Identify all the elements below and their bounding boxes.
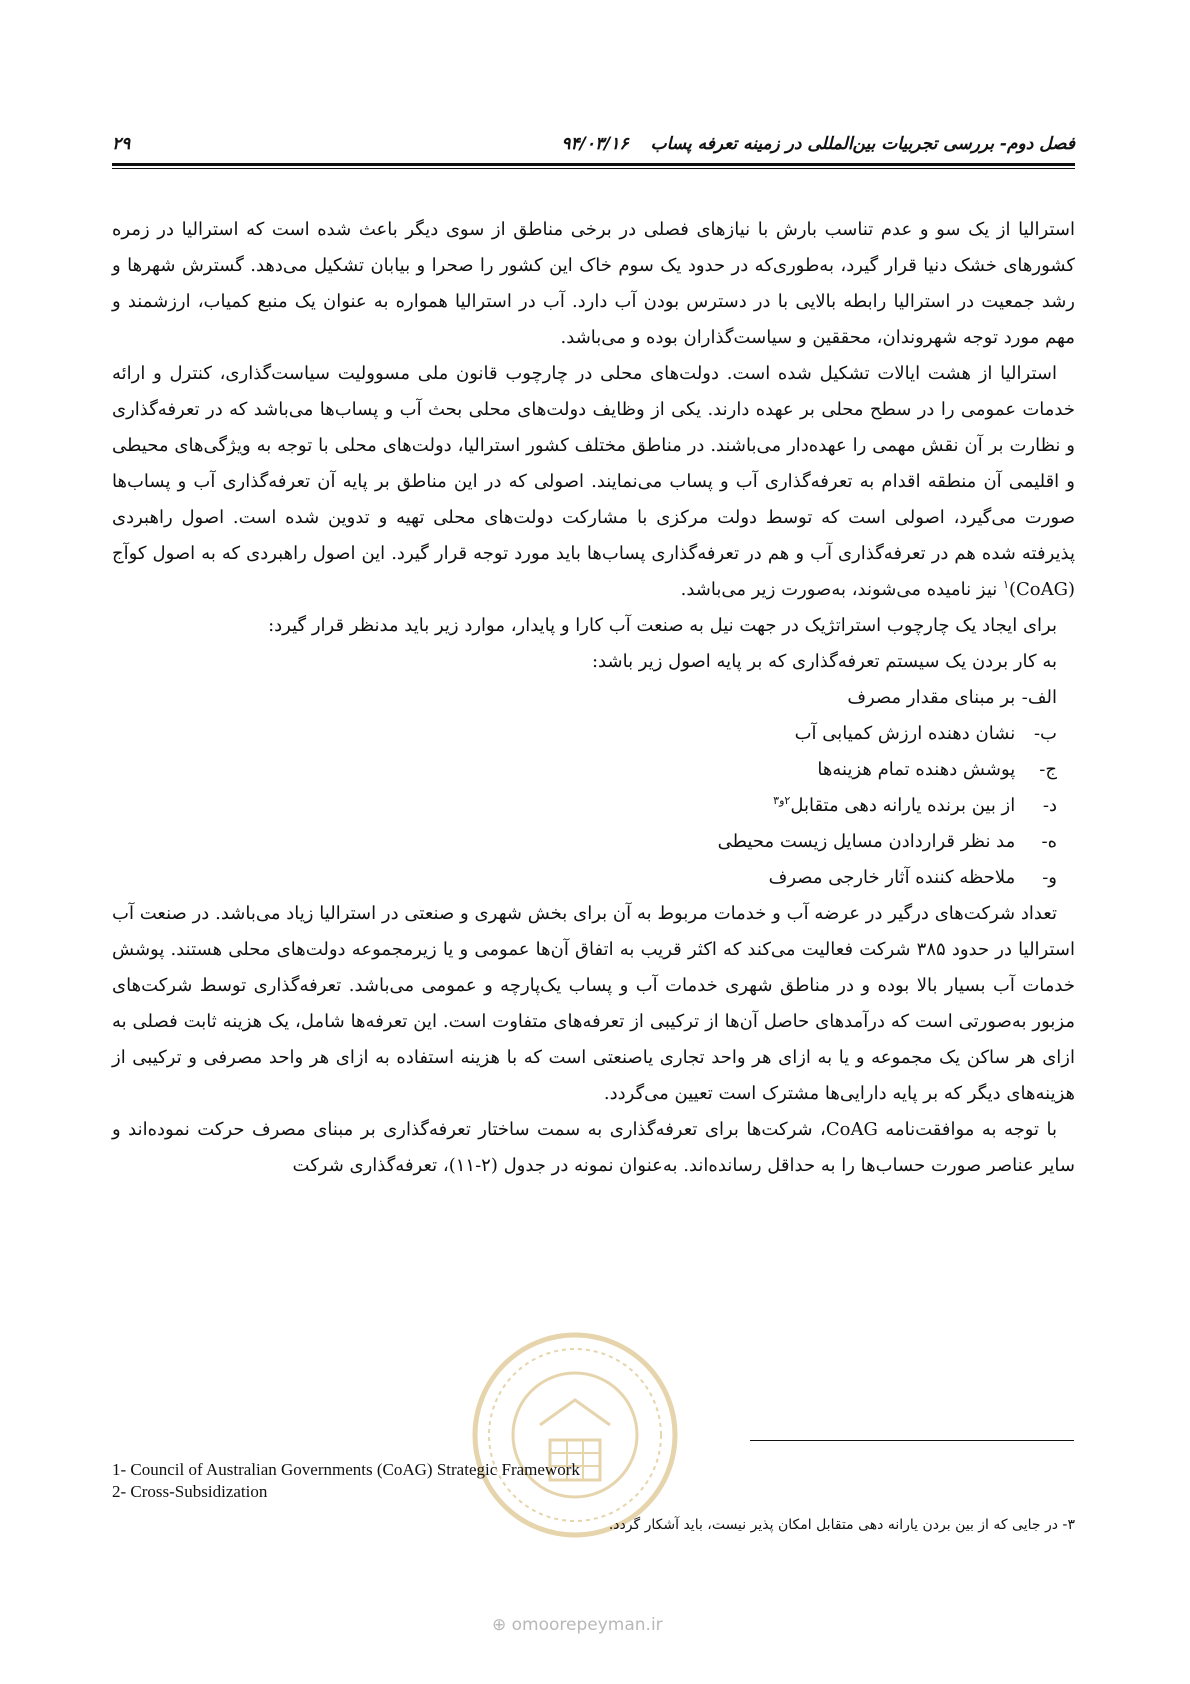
list-item xyxy=(112,752,1057,788)
paragraph-2-text: استرالیا از هشت ایالات تشکیل شده است. دولت‌های محلی در چارچوب قانون ملی مسوولیت سیاست‌گذاری، کنترل و ارائه خدمات عمومی را در سطح محلی بر عهده دارند. یکی از وظایف دولت‌های محلی بحث آب و پساب‌ها می‌باشد که در تعرفه‌گذاری و نظارت بر آن نقش مهمی را عهده‌دار می‌باشند. در مناطق مختلف کشور استرالیا، دولت‌های محلی با توجه به ویژگی‌های محیطی و اقلیمی آن منطقه اقدام به تعرفه‌گذاری آب و پساب می‌نمایند. اصولی که در این مناطق بر پایه آن تعرفه‌گذاری آب و پساب‌ها صورت می‌گیرد، اصولی است که توسط دولت مرکزی با مشارکت دولت‌های محلی تهیه و تدوین شده است. اصول راهبردی پذیرفته شده هم در تعرفه‌گذاری آب و هم در تعرفه‌گذاری پساب‌ها باید مورد توجه قرار گیرد. این اصول راهبردی که به اصول کوآج (CoAG) xyxy=(112,363,1075,600)
document-code: ۹۴/۰۳/۱۶ xyxy=(561,134,629,154)
footnotes-english xyxy=(112,1459,580,1503)
page-number: ۲۹ xyxy=(112,134,131,154)
list-marker: و- xyxy=(1042,867,1057,888)
footnote-ref-1: ۱ xyxy=(1003,578,1009,591)
footnote-rule xyxy=(750,1440,1074,1441)
principles-list xyxy=(112,680,1075,896)
paragraph-4: به کار بردن یک سیستم تعرفه‌گذاری که بر پایه اصول زیر باشد: xyxy=(591,651,1057,672)
page-body xyxy=(112,212,1075,1184)
list-text: پوشش دهنده تمام هزینه‌ها xyxy=(817,759,1016,780)
footnote-3: ۳- در جایی که از بین بردن یارانه دهی متقابل امکان پذیر نیست، باید آشکار گردد. xyxy=(608,1517,1075,1533)
footnote-1: 1- Council of Australian Governments (CoAG) Strategic Framework xyxy=(112,1460,580,1479)
list-item xyxy=(112,716,1057,752)
list-marker: الف- xyxy=(1021,687,1057,708)
watermark-url: ⊕ omoorepeyman.ir xyxy=(492,1615,663,1635)
footnote-2: 2- Cross-Subsidization xyxy=(112,1482,268,1501)
footnote-ref-2-3: ۲و۳ xyxy=(773,794,791,807)
list-marker: د- xyxy=(1042,795,1057,816)
watermark-url-text: omoorepeyman.ir xyxy=(511,1615,663,1635)
paragraph-2 xyxy=(112,356,1075,608)
list-text: نشان دهنده ارزش کمیابی آب xyxy=(794,723,1016,744)
running-header xyxy=(112,122,1075,158)
watermark-seal-icon xyxy=(470,1330,680,1540)
list-item xyxy=(112,788,1057,824)
paragraph-5: تعداد شرکت‌های درگیر در عرضه آب و خدمات مربوط به آن برای بخش شهری و صنعتی در استرالیا زیاد می‌باشد. در صنعت آب استرالیا در حدود ۳۸۵ شرکت فعالیت می‌کند که اکثر قریب به اتفاق آن‌ها عمومی و یا زیرمجموعه دولت‌های محلی هستند. پوشش خدمات آب بسیار بالا بوده و در مناطق شهری خدمات آب و پساب یک‌پارچه و عمومی می‌باشد. تعرفه‌گذاری توسط شرکت‌های مزبور به‌صورتی است که درآمدهای حاصل آن‌ها از ترکیبی از تعرفه‌های متفاوت است. این تعرفه‌ها شامل، یک هزینه ثابت فصلی به ازای هر ساکن یک مجموعه و یا به ازای هر واحد تجاری یاصنعتی است که با هزینه استفاده به ازای هر واحد مصرفی و ترکیبی از هزینه‌های دیگر که بر پایه دارایی‌ها مشترک است تعیین می‌گردد. xyxy=(112,903,1076,1104)
list-text: ملاحظه کننده آثار خارجی مصرف xyxy=(768,867,1016,888)
paragraph-3: برای ایجاد یک چارچوب استراتژیک در جهت نیل به صنعت آب کارا و پایدار، موارد زیر باید مدنظر قرار گیرد: xyxy=(268,615,1057,636)
list-text: بر مبنای مقدار مصرف xyxy=(847,687,1016,708)
paragraph-6: با توجه به موافقت‌نامه CoAG، شرکت‌ها برای تعرفه‌گذاری به سمت ساختار تعرفه‌گذاری بر مبنای مصرف حرکت نموده‌اند و سایر عناصر صورت حساب‌ها را به حداقل رسانده‌اند. به‌عنوان نمونه در جدول (۲-۱۱)، تعرفه‌گذاری شرکت xyxy=(112,1119,1075,1176)
list-item xyxy=(112,824,1057,860)
header-rule xyxy=(112,163,1075,169)
chapter-title xyxy=(561,134,1075,154)
list-item xyxy=(112,860,1057,896)
list-text: مد نظر قراردادن مسایل زیست محیطی xyxy=(717,831,1016,852)
list-item xyxy=(112,680,1057,716)
list-text: از بین برنده یارانه دهی متقابل xyxy=(790,795,1016,816)
list-marker: ه- xyxy=(1041,831,1057,852)
paragraph-2-tail: نیز نامیده می‌شوند، به‌صورت زیر می‌باشد. xyxy=(680,579,998,600)
paragraph-1: استرالیا از یک سو و عدم تناسب بارش با نیازهای فصلی در برخی مناطق از سوی دیگر باعث شده است که استرالیا در زمره کشورهای خشک دنیا قرار گیرد، به‌طوری‌که در حدود یک سوم خاک این کشور را صحرا و بیابان تشکیل می‌دهد. گسترش شهرها و رشد جمعیت در استرالیا رابطه بالایی با در دسترس بودن آب دارد. آب در استرالیا همواره به عنوان یک منبع کمیاب، ارزشمند و مهم مورد توجه شهروندان، محققین و سیاست‌گذاران بوده و می‌باشد. xyxy=(112,219,1075,348)
list-marker: ب- xyxy=(1033,723,1057,744)
list-marker: ج- xyxy=(1039,759,1057,780)
chapter-title-text: فصل دوم- بررسی تجربیات بین‌المللی در زمینه تعرفه پساب xyxy=(650,134,1075,154)
